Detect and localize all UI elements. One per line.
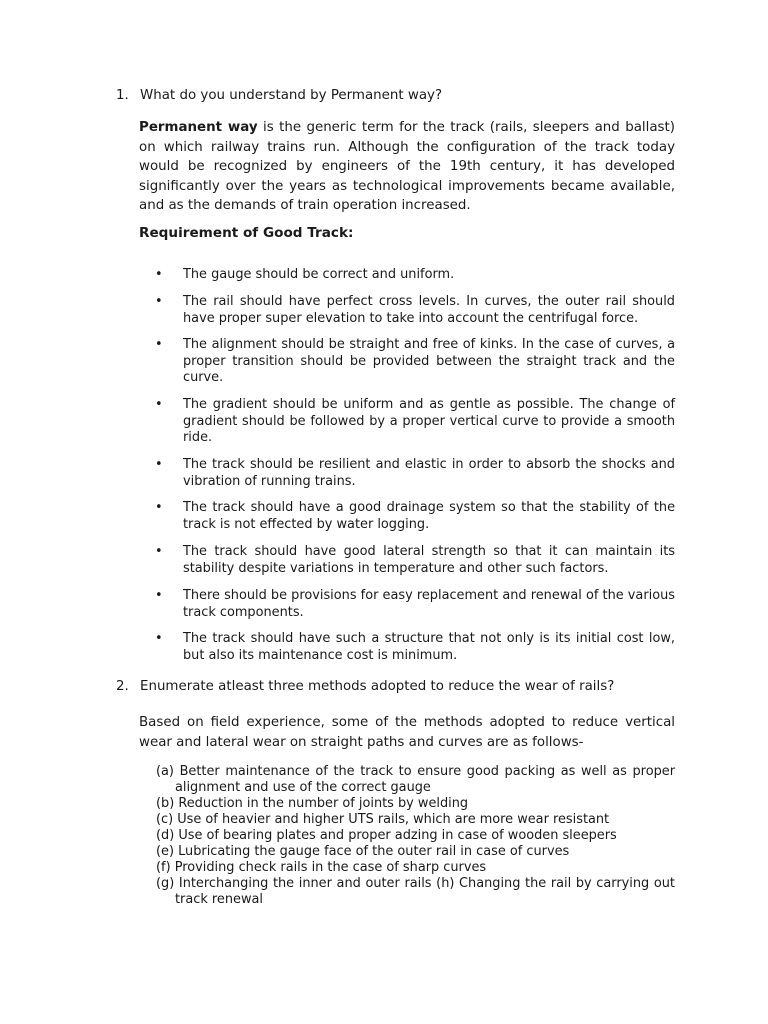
list-item: (f) Providing check rails in the case of sharp curves: [156, 860, 487, 875]
list-item: • The track should have good lateral strength so that it can maintain its stability despite variations in temperature and other such factors.: [155, 544, 675, 576]
list-item: • The gauge should be correct and uniform.: [155, 267, 455, 282]
list-item: (a) Better maintenance of the track to ensure good packing as well as proper alignment and use of the correct gauge: [156, 764, 675, 795]
list-item: (b) Reduction in the number of joints by welding: [156, 796, 469, 811]
list-item: • The alignment should be straight and free of kinks. In the case of curves, a proper transition should be provided between the straight track and the curve.: [155, 337, 675, 385]
list-item: (c) Use of heavier and higher UTS rails, which are more wear resistant: [156, 812, 610, 827]
list-item: • The gradient should be uniform and as gentle as possible. The change of gradient should be followed by a proper vertical curve to provide a smooth ride.: [155, 397, 675, 445]
permanent-way-definition-text: is the generic term for the track (rails, sleepers and ballast) on which railway trains run. Although the configuration of the track today would be recognized by engineers of the 19th century, it has developed significantly over the years as technological improvements became available, and as the demands of train operation increased.: [139, 120, 675, 213]
question-1-text: What do you understand by Permanent way?: [140, 88, 443, 103]
bullet-icon: •: [155, 588, 163, 603]
question-2-text: Enumerate atleast three methods adopted to reduce the wear of rails?: [140, 679, 615, 694]
bullet-icon: •: [155, 294, 163, 309]
bullet-icon: •: [155, 397, 163, 412]
bullet-icon: •: [155, 457, 163, 472]
list-item: (d) Use of bearing plates and proper adzing in case of wooden sleepers: [156, 828, 617, 843]
wear-intro: Based on field experience, some of the methods adopted to reduce vertical wear and lateral wear on straight paths and curves are as follows-: [139, 715, 675, 750]
list-item: • There should be provisions for easy replacement and renewal of the various track components.: [155, 588, 675, 620]
bullet-icon: •: [155, 544, 163, 559]
permanent-way-term: Permanent way: [139, 120, 258, 135]
bullet-icon: •: [155, 631, 163, 646]
question-1-number: 1.: [116, 88, 129, 103]
list-item: • The track should have such a structure that not only is its initial cost low, but also its maintenance cost is minimum.: [155, 631, 675, 663]
permanent-way-definition: [139, 118, 675, 216]
wear-methods-list: [156, 764, 675, 908]
bullet-icon: •: [155, 267, 163, 282]
bullet-icon: •: [155, 500, 163, 515]
list-item: • The track should be resilient and elastic in order to absorb the shocks and vibration of running trains.: [155, 457, 675, 489]
list-item: (g) Interchanging the inner and outer rails (h) Changing the rail by carrying out track renewal: [156, 876, 675, 907]
list-item: (e) Lubricating the gauge face of the outer rail in case of curves: [156, 844, 570, 859]
question-2-number: 2.: [116, 679, 129, 694]
bullet-icon: •: [155, 337, 163, 352]
list-item: • The rail should have perfect cross levels. In curves, the outer rail should have proper super elevation to take into account the centrifugal force.: [155, 294, 675, 326]
list-item: • The track should have a good drainage system so that the stability of the track is not effected by water logging.: [155, 500, 675, 532]
requirement-heading: Requirement of Good Track:: [139, 225, 354, 241]
